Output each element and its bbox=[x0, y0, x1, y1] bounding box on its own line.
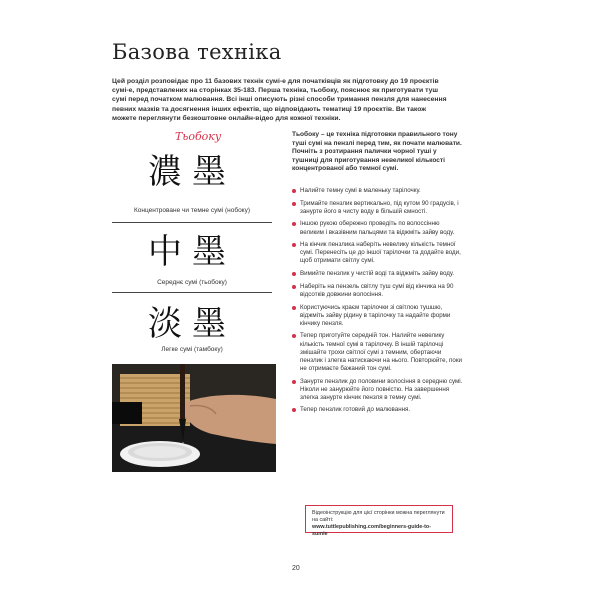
kanji-dark-ink: 濃墨 bbox=[148, 152, 236, 192]
bullet-icon bbox=[292, 222, 296, 226]
page-title: Базова техніка bbox=[112, 40, 282, 64]
video-note-box bbox=[305, 505, 453, 537]
bullet-icon bbox=[292, 189, 296, 193]
caption-medium-ink: Середнє сумі (тьобоку) bbox=[157, 279, 227, 286]
list-item bbox=[292, 304, 464, 328]
bullet-icon bbox=[292, 334, 296, 338]
step-text: Вимийте пензлик у чистій воді та віджміть зайву воду. bbox=[300, 270, 455, 278]
step-text: Тримайте пензлик вертикально, під кутом 90 градусів, і занурте його в чисту воду в більшій ємності. bbox=[300, 199, 459, 215]
bullet-icon bbox=[292, 408, 296, 412]
list-item bbox=[292, 283, 464, 299]
steps-list bbox=[292, 187, 464, 419]
list-item bbox=[292, 406, 464, 414]
bullet-icon bbox=[292, 202, 296, 206]
kanji-medium-ink: 中墨 bbox=[148, 232, 236, 272]
intro-paragraph: Цей розділ розповідає про 11 базових технік сумі-е для початківців як підготовку до 19 проєктів сумі-е, представлених на сторінках 35-183. Перша техніка, тьобоку, пояснює як приготувати туш сумі перед початком малювання. Всі інші описують різні способи тримання пензля для нанесення певних мазків та досягнення інших ефектів, що відповідають тематиці 19 проєктів. Ви також можете переглянути безкоштовне онлайн-відео для кожної техніки. bbox=[112, 78, 447, 122]
brush-photo-illustration bbox=[112, 364, 276, 472]
step-text: Тепер пензлик готовий до малювання. bbox=[300, 406, 411, 414]
step-text: Налийте темну сумі в маленьку тарілочку. bbox=[300, 187, 421, 194]
step-text: Занурте пензлик до половини волосіння в середню сумі. Ніколи не занурюйте його повністю. На завершення злегка занурте кінчик пензля в темну сумі. bbox=[300, 377, 463, 401]
list-item bbox=[292, 270, 464, 278]
video-link[interactable]: www.tuttlepublishing.com/beginners-guide-to-sumie bbox=[312, 524, 431, 537]
step-text: Іншою рукою обережно проведіть по волоссінню великим і вказівним пальцями та віджміть зайву воду. bbox=[300, 220, 455, 236]
bullet-icon bbox=[292, 285, 296, 289]
caption-dark-ink: Концентроване чи темне сумі (нобоку) bbox=[133, 207, 251, 214]
list-item bbox=[292, 220, 464, 236]
step-text: Тепер приготуйте середній тон. Налийте невелику кількість темної сумі в тарілочку. В іншій тарілочці змішайте трохи світлої сумі з темним, обертаючи пензлик і злегка натискаючи на нього. Повторюйте, поки не отримаєте бажаний тон сумі. bbox=[300, 332, 462, 372]
caption-light-ink: Легке сумі (тамбоку) bbox=[161, 346, 223, 353]
list-item bbox=[292, 187, 464, 195]
ink-stone bbox=[112, 402, 142, 424]
section-heading: Тьобоку bbox=[175, 130, 222, 143]
bullet-icon bbox=[292, 380, 296, 384]
divider bbox=[112, 292, 272, 293]
bullet-icon bbox=[292, 243, 296, 247]
step-text: На кінчик пензлика наберіть невелику кількість темної сумі. Перенесіть це до іншої тарілочки та додайте води, щоб отримати світлу сумі. bbox=[300, 241, 461, 265]
list-item bbox=[292, 200, 464, 216]
bullet-icon bbox=[292, 306, 296, 310]
technique-description: Тьобоку – це техніка підготовки правильного тону туші сумі на пензлі перед тим, як почати малювати. Почніть з розтирання палички чорної туші у тушниці для приготування невеликої кількості концентрованої або темної сумі. bbox=[292, 131, 462, 173]
step-text: Користуючись краєм тарілочки зі світлою тушшю, віджміть зайву рідину в тарілочку та надайте форми кінчику пензля. bbox=[300, 303, 451, 327]
list-item bbox=[292, 378, 464, 402]
list-item bbox=[292, 241, 464, 265]
kanji-light-ink: 淡墨 bbox=[148, 304, 236, 344]
page-number: 20 bbox=[292, 565, 300, 572]
step-text: Наберіть на пензель світлу туш сумі від кінчика на 90 відсотків довжини волосіння. bbox=[300, 282, 454, 298]
brush bbox=[180, 364, 185, 419]
bullet-icon bbox=[292, 272, 296, 276]
video-note-text: Відеоінструкцію для цієї сторінки можна переглянути на сайті: bbox=[312, 510, 445, 523]
brush-photo bbox=[112, 364, 276, 472]
divider bbox=[112, 222, 272, 223]
list-item bbox=[292, 332, 464, 372]
